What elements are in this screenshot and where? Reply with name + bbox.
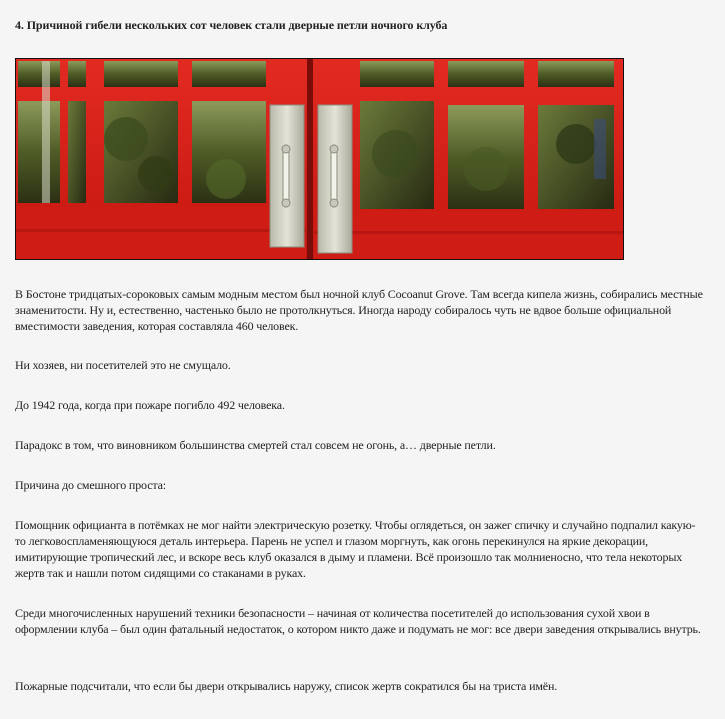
paragraph-story: Помощник официанта в потёмках не мог найти электрическую розетку. Чтобы оглядеться, он зажег спичку и случайно подпалил какую-то легковоспламеняющуюся деталь интерьера. Парень не успел и глазом моргнуть, как огонь перекинулся на яркие декорации, имитирующие тропический лес, и вскоре весь клуб оказался в дыму и пламени. Всё произошло так молниеносно, что тела некоторых жертв так и нашли потом сидящими со стаканами в руках. [15, 518, 696, 580]
article-heading: 4. Причиной гибели нескольких сот человек стали дверные петли ночного клуба [15, 18, 448, 32]
paragraph-paradox: Парадокс в том, что виновником большинства смертей стал совсем не огонь, а… дверные петли. [15, 438, 496, 452]
red-doors-photo [15, 58, 624, 260]
paragraph-reason: Причина до смешного проста: [15, 478, 166, 492]
red-doors-illustration [16, 59, 623, 259]
paragraph-no-concern: Ни хозяев, ни посетителей это не смущало. [15, 358, 231, 372]
paragraph-safety: Среди многочисленных нарушений техники безопасности – начиная от количества посетителей до использования сухой хвои в оформлении клуба – был один фатальный недостаток, о котором никто даже и подумать не мог: все двери заведения открывались внутрь. [15, 606, 701, 636]
paragraph-fire-1942: До 1942 года, когда при пожаре погибло 492 человека. [15, 398, 285, 412]
paragraph-conclusion: Пожарные подсчитали, что если бы двери открывались наружу, список жертв сократился бы на триста имён. [15, 679, 558, 693]
paragraph-intro: В Бостоне тридцатых-сороковых самым модным местом был ночной клуб Cocoanut Grove. Там всегда кипела жизнь, собирались местные знаменитости. Ну и, естественно, частенько было не протолкнуться. Иногда народу собиралось чуть не вдвое больше официальной вместимости заведения, которая составляла 460 человек. [15, 287, 703, 333]
